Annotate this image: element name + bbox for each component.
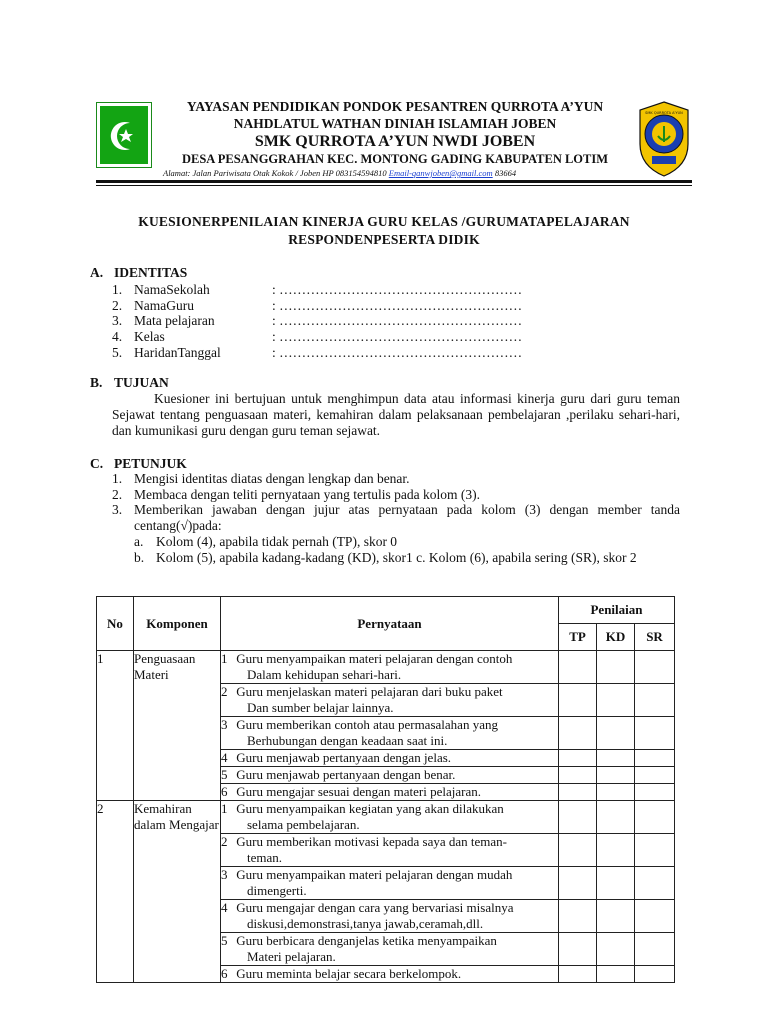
row-number: 2.: [112, 298, 123, 313]
check-tp[interactable]: [559, 933, 597, 966]
group-komponen: Penguasaan Materi: [134, 651, 221, 801]
check-tp[interactable]: [559, 784, 597, 801]
identitas-row: [112, 298, 522, 314]
statement-number: 2: [221, 834, 228, 849]
row-number: 1.: [112, 282, 123, 297]
check-sr[interactable]: [635, 834, 675, 867]
statement-text: Guru mengajar sesuai dengan materi pelajaran.: [236, 784, 481, 799]
field-label: NamaSekolah: [134, 282, 210, 297]
document-subtitle: RESPONDENPESERTA DIDIK: [288, 232, 480, 247]
crescent-star-icon: [100, 106, 148, 164]
section-letter: A.: [90, 265, 104, 280]
item-number: 2.: [112, 487, 123, 502]
statement-cell: [221, 966, 559, 983]
statement-text: Guru berbicara denganjelas ketika menyampaikan: [236, 933, 497, 948]
tujuan-paragraph: Kuesioner ini bertujuan untuk menghimpun data atau informasi kinerja guru dari guru teman Sejawat tentang penguasaan materi, kemahiran dalam pelaksanaan pembelajaran ,perilaku sehari-hari, dan kumunikasi guru dengan guru teman sejawat.: [112, 391, 680, 438]
statement-text: Guru menyampaikan materi pelajaran dengan mudah: [236, 867, 513, 882]
statement-text: Guru menjawab pertanyaan dengan benar.: [236, 767, 456, 782]
subitem-text: Kolom (4), apabila tidak pernah (TP), skor 0: [156, 534, 398, 549]
group-komponen: Kemahiran dalam Mengajar: [134, 801, 221, 983]
section-identitas-heading: [90, 265, 187, 281]
statement-text: Guru mengajar dengan cara yang bervariasi misalnya: [236, 900, 514, 915]
statement-text-cont: Materi pelajaran.: [247, 949, 336, 964]
check-sr[interactable]: [635, 966, 675, 983]
header-rule-thin: [96, 185, 692, 186]
table-row: [97, 801, 675, 834]
statement-text-cont: Dan sumber belajar lainnya.: [247, 700, 394, 715]
document-title: KUESIONERPENILAIAN KINERJA GURU KELAS /GURUMATAPELAJARAN: [138, 214, 630, 229]
check-kd[interactable]: [597, 684, 635, 717]
section-title: TUJUAN: [114, 375, 169, 390]
identitas-row: [112, 329, 522, 345]
identitas-row: [112, 345, 522, 361]
section-title: IDENTITAS: [114, 265, 188, 280]
statement-cell: [221, 867, 559, 900]
statement-text: Guru menyampaikan kegiatan yang akan dilakukan: [236, 801, 504, 816]
statement-cell: [221, 684, 559, 717]
questionnaire-table: [96, 596, 675, 983]
row-number: 3.: [112, 313, 123, 328]
statement-cell: [221, 801, 559, 834]
check-tp[interactable]: [559, 834, 597, 867]
header-pernyataan: Pernyataan: [221, 597, 559, 651]
petunjuk-subitem: [134, 534, 397, 550]
statement-text-cont: diskusi,demonstrasi,tanya jawab,ceramah,dll.: [247, 916, 484, 931]
statement-text: Guru meminta belajar secara berkelompok.: [236, 966, 462, 981]
statement-cell: [221, 651, 559, 684]
header-location: DESA PESANGGRAHAN KEC. MONTONG GADING KABUPATEN LOTIM: [181, 152, 609, 166]
statement-text-cont: teman.: [247, 850, 283, 865]
check-sr[interactable]: [635, 684, 675, 717]
section-title: PETUNJUK: [114, 456, 187, 471]
badge-text: SMK QURROTA A'YUN: [645, 111, 683, 115]
check-tp[interactable]: [559, 801, 597, 834]
check-kd[interactable]: [597, 900, 635, 933]
header-tp: TP: [559, 624, 597, 651]
check-kd[interactable]: [597, 834, 635, 867]
fill-in-blank[interactable]: : ………………………………………………: [272, 313, 523, 328]
check-tp[interactable]: [559, 867, 597, 900]
header-school-name: SMK QURROTA A’YUN NWDI JOBEN: [254, 133, 536, 150]
statement-cell: [221, 933, 559, 966]
address-text: Alamat: Jalan Pariwisata Otak Kokok / Joben HP 083154594810: [163, 168, 387, 178]
check-sr[interactable]: [635, 801, 675, 834]
statement-number: 4: [221, 900, 228, 915]
field-label: Mata pelajaran: [134, 313, 215, 328]
check-sr[interactable]: [635, 867, 675, 900]
check-sr[interactable]: [635, 900, 675, 933]
petunjuk-item: [112, 502, 680, 534]
subitem-text: Kolom (5), apabila kadang-kadang (KD), skor1 c. Kolom (6), apabila sering (SR), skor 2: [156, 550, 637, 565]
check-tp[interactable]: [559, 750, 597, 767]
item-text: Membaca dengan teliti pernyataan yang tertulis pada kolom (3).: [134, 487, 481, 502]
statement-text: Guru menjelaskan materi pelajaran dari buku paket: [236, 684, 503, 699]
statement-number: 4: [221, 750, 228, 765]
statement-cell: [221, 834, 559, 867]
fill-in-blank[interactable]: : ………………………………………………: [272, 329, 523, 344]
row-number: 5.: [112, 345, 123, 360]
statement-number: 3: [221, 717, 228, 732]
check-tp[interactable]: [559, 684, 597, 717]
item-number: 3.: [112, 502, 123, 517]
check-sr[interactable]: [635, 784, 675, 801]
statement-text: Guru menyampaikan materi pelajaran dengan contoh: [236, 651, 513, 666]
statement-number: 1: [221, 801, 228, 816]
statement-number: 3: [221, 867, 228, 882]
section-tujuan-heading: [90, 375, 169, 391]
check-kd[interactable]: [597, 717, 635, 750]
item-text: Memberikan jawaban dengan jujur atas pernyataan pada kolom (3) dengan member tanda centang(√)pada:: [134, 502, 680, 533]
subitem-letter: b.: [134, 550, 145, 565]
section-letter: B.: [90, 375, 103, 390]
item-text: Mengisi identitas diatas dengan lengkap dan benar.: [134, 471, 410, 486]
table-header-row: [97, 597, 675, 624]
school-logo-left: [96, 102, 152, 168]
check-tp[interactable]: [559, 767, 597, 784]
check-kd[interactable]: [597, 750, 635, 767]
header-foundation: YAYASAN PENDIDIKAN PONDOK PESANTREN QURROTA A’YUN: [186, 99, 604, 114]
row-number: 4.: [112, 329, 123, 344]
statement-cell: [221, 784, 559, 801]
check-sr[interactable]: [635, 750, 675, 767]
subitem-letter: a.: [134, 534, 144, 549]
statement-number: 5: [221, 767, 228, 782]
header-penilaian: Penilaian: [559, 597, 675, 624]
header-sr: SR: [635, 624, 675, 651]
header-organization: NAHDLATUL WATHAN DINIAH ISLAMIAH JOBEN: [233, 116, 557, 131]
statement-text: Guru menjawab pertanyaan dengan jelas.: [236, 750, 452, 765]
statement-text: Guru memberikan contoh atau permasalahan yang: [236, 717, 498, 732]
identitas-row: [112, 313, 522, 329]
section-petunjuk-heading: [90, 456, 187, 472]
table-row: [97, 651, 675, 684]
statement-text: Guru memberikan motivasi kepada saya dan teman-: [236, 834, 507, 849]
group-number: 1: [97, 651, 134, 801]
statement-text-cont: selama pembelajaran.: [247, 817, 360, 832]
statement-text-cont: Berhubungan dengan keadaan saat ini.: [247, 733, 448, 748]
check-kd[interactable]: [597, 767, 635, 784]
check-kd[interactable]: [597, 867, 635, 900]
identitas-row: [112, 282, 522, 298]
header-address: [163, 168, 516, 178]
check-tp[interactable]: [559, 966, 597, 983]
school-badge-right: [638, 100, 690, 178]
header-kd: KD: [597, 624, 635, 651]
check-sr[interactable]: [635, 933, 675, 966]
field-label: Kelas: [134, 329, 165, 344]
section-letter: C.: [90, 456, 104, 471]
header-rule-thick: [96, 180, 692, 183]
statement-text-cont: dimengerti.: [247, 883, 307, 898]
check-sr[interactable]: [635, 717, 675, 750]
statement-cell: [221, 767, 559, 784]
check-kd[interactable]: [597, 784, 635, 801]
check-tp[interactable]: [559, 900, 597, 933]
group-number: 2: [97, 801, 134, 983]
fill-in-blank[interactable]: : ………………………………………………: [272, 282, 523, 297]
statement-cell: [221, 750, 559, 767]
check-kd[interactable]: [597, 651, 635, 684]
statement-number: 6: [221, 966, 228, 981]
statement-number: 5: [221, 933, 228, 948]
statement-number: 2: [221, 684, 228, 699]
petunjuk-subitem: [134, 550, 637, 566]
check-tp[interactable]: [559, 651, 597, 684]
fill-in-blank[interactable]: : ………………………………………………: [272, 345, 523, 360]
check-tp[interactable]: [559, 717, 597, 750]
check-sr[interactable]: [635, 651, 675, 684]
postcode: 83664: [494, 168, 517, 178]
field-label: NamaGuru: [134, 298, 194, 313]
check-kd[interactable]: [597, 933, 635, 966]
statement-text-cont: Dalam kehidupan sehari-hari.: [247, 667, 402, 682]
statement-number: 1: [221, 651, 228, 666]
statement-cell: [221, 900, 559, 933]
statement-cell: [221, 717, 559, 750]
header-komponen: Komponen: [134, 597, 221, 651]
check-kd[interactable]: [597, 966, 635, 983]
field-label: HaridanTanggal: [134, 345, 221, 360]
check-sr[interactable]: [635, 767, 675, 784]
check-kd[interactable]: [597, 801, 635, 834]
email-link[interactable]: Email-qanwjoben@gmail.com: [388, 168, 493, 178]
statement-number: 6: [221, 784, 228, 799]
header-no: No: [97, 597, 134, 651]
petunjuk-item: [112, 487, 680, 503]
fill-in-blank[interactable]: : ………………………………………………: [272, 298, 523, 313]
petunjuk-item: [112, 471, 680, 487]
item-number: 1.: [112, 471, 123, 486]
